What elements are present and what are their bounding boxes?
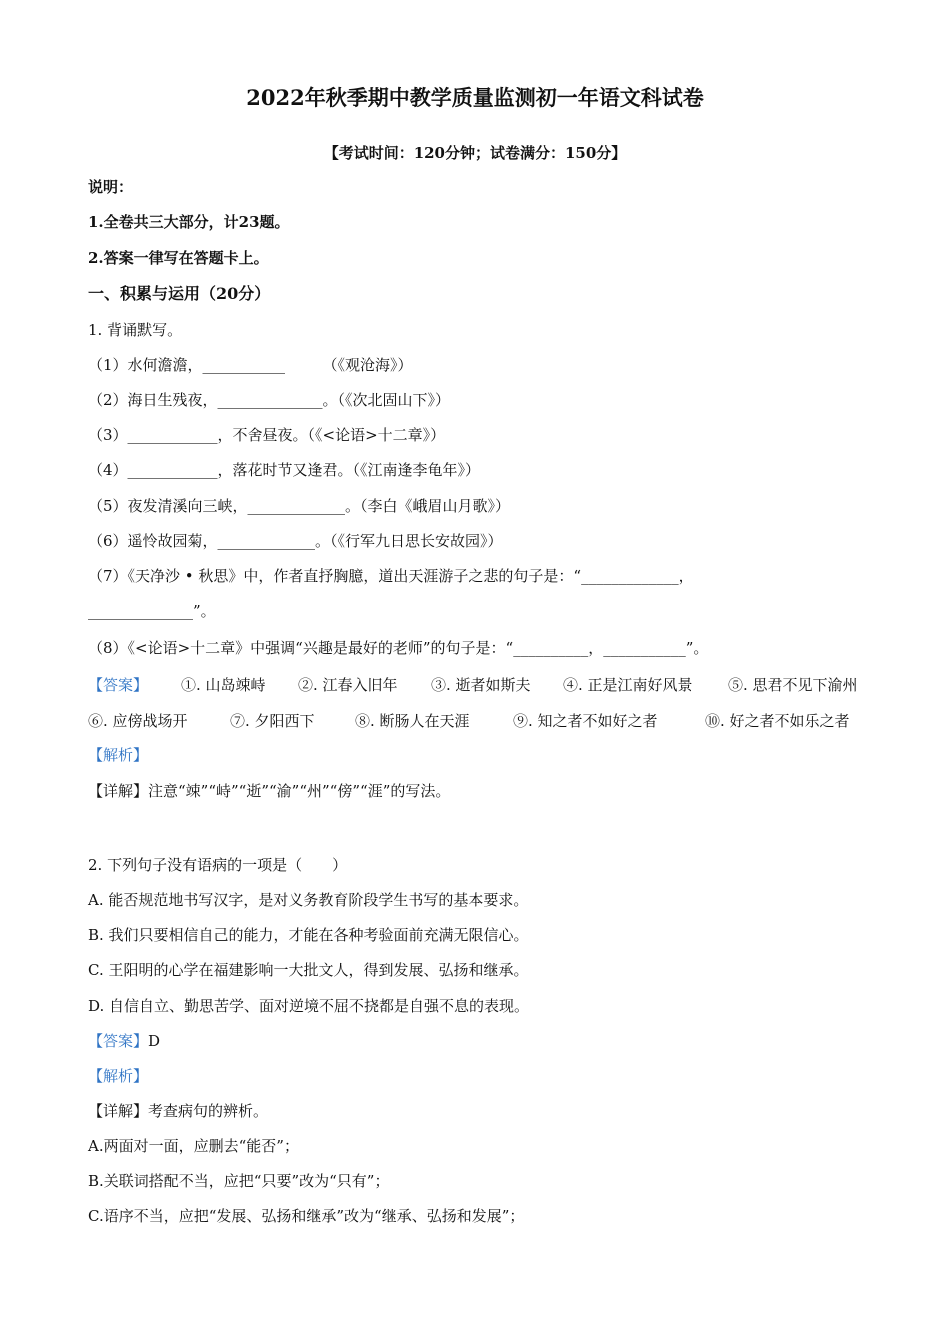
answer-item: ①. 山岛竦峙: [181, 676, 266, 694]
detail-text: C.语序不当，应把“发展、弘扬和继承”改为“继承、弘扬和发展”；: [88, 1207, 525, 1225]
answer-item: ⑩. 好之者不如乐之者: [705, 712, 850, 730]
instructions-label: 说明：: [88, 178, 134, 196]
answer-item: ⑧. 断肠人在天涯: [355, 712, 470, 730]
page-title: 2022年秋季期中教学质量监测初一年语文科试卷: [246, 85, 704, 110]
answer-item: ⑦. 夕阳西下: [230, 712, 315, 730]
analysis-tag: 【解析】: [88, 746, 149, 764]
recitation-line: （6）遥怜故园菊，_____________。（《行军九日思长安故园》）: [88, 532, 503, 550]
option-a: A. 能否规范地书写汉字，是对义务教育阶段学生书写的基本要求。: [88, 891, 529, 909]
instruction-item: 1.全卷共三大部分，计23题。: [88, 213, 290, 231]
answer-item: ②. 江春入旧年: [298, 676, 398, 694]
recitation-line: （5）夜发清溪向三峡，_____________。（李白《峨眉山月歌》）: [88, 497, 511, 515]
exam-info: 【考试时间：120分钟；试卷满分：150分】: [323, 144, 627, 162]
option-d: D. 自信自立、勤思苦学、面对逆境不屈不挠都是自强不息的表现。: [88, 997, 530, 1015]
answer-line: [88, 1031, 160, 1051]
recitation-line: （8）《<论语>十二章》中强调“兴趣是最好的老师”的句子是：“__________，___________”。: [88, 639, 709, 657]
recitation-line: （1）水何澹澹，___________ （《观沧海》）: [88, 356, 413, 374]
answer-item: ⑤. 思君不见下渝州: [728, 676, 858, 694]
recitation-line: ______________”。: [88, 602, 216, 620]
instruction-item: 2.答案一律写在答题卡上。: [88, 249, 269, 267]
question-stem: 1. 背诵默写。: [88, 321, 183, 339]
recitation-line: （2）海日生残夜，______________。（《次北固山下》）: [88, 391, 451, 409]
answer-item: ③. 逝者如斯夫: [431, 676, 531, 694]
detail-text: B.关联词搭配不当，应把“只要”改为“只有”；: [88, 1172, 390, 1190]
section-heading: 一、积累与运用（20分）: [88, 284, 271, 303]
question-stem: 2. 下列句子没有语病的一项是（ ）: [88, 856, 348, 874]
recitation-line: （3）____________，不舍昼夜。（《<论语>十二章》）: [88, 426, 446, 444]
answer-item: ⑨. 知之者不如好之者: [513, 712, 658, 730]
answer-tag: 【答案】: [88, 676, 149, 694]
answer-item: ④. 正是江南好风景: [563, 676, 693, 694]
answer-item: ⑥. 应傍战场开: [88, 712, 188, 730]
analysis-tag: 【解析】: [88, 1067, 149, 1085]
detail-text: A.两面对一面，应删去“能否”；: [88, 1137, 299, 1155]
recitation-line: （4）____________，落花时节又逢君。（《江南逢李龟年》）: [88, 461, 481, 479]
detail-text: 【详解】考查病句的辨析。: [88, 1102, 269, 1120]
detail-text: 【详解】注意“竦”“峙”“逝”“渝”“州”“傍”“涯”的写法。: [88, 782, 451, 800]
answer-tag: 【答案】: [88, 1032, 149, 1050]
recitation-line: （7）《天净沙 • 秋思》中，作者直抒胸臆，道出天涯游子之悲的句子是：“_____________，: [88, 567, 694, 585]
option-c: C. 王阳明的心学在福建影响一大批文人，得到发展、弘扬和继承。: [88, 961, 529, 979]
option-b: B. 我们只要相信自己的能力，才能在各种考验面前充满无限信心。: [88, 926, 529, 944]
answer-value: D: [148, 1032, 161, 1050]
